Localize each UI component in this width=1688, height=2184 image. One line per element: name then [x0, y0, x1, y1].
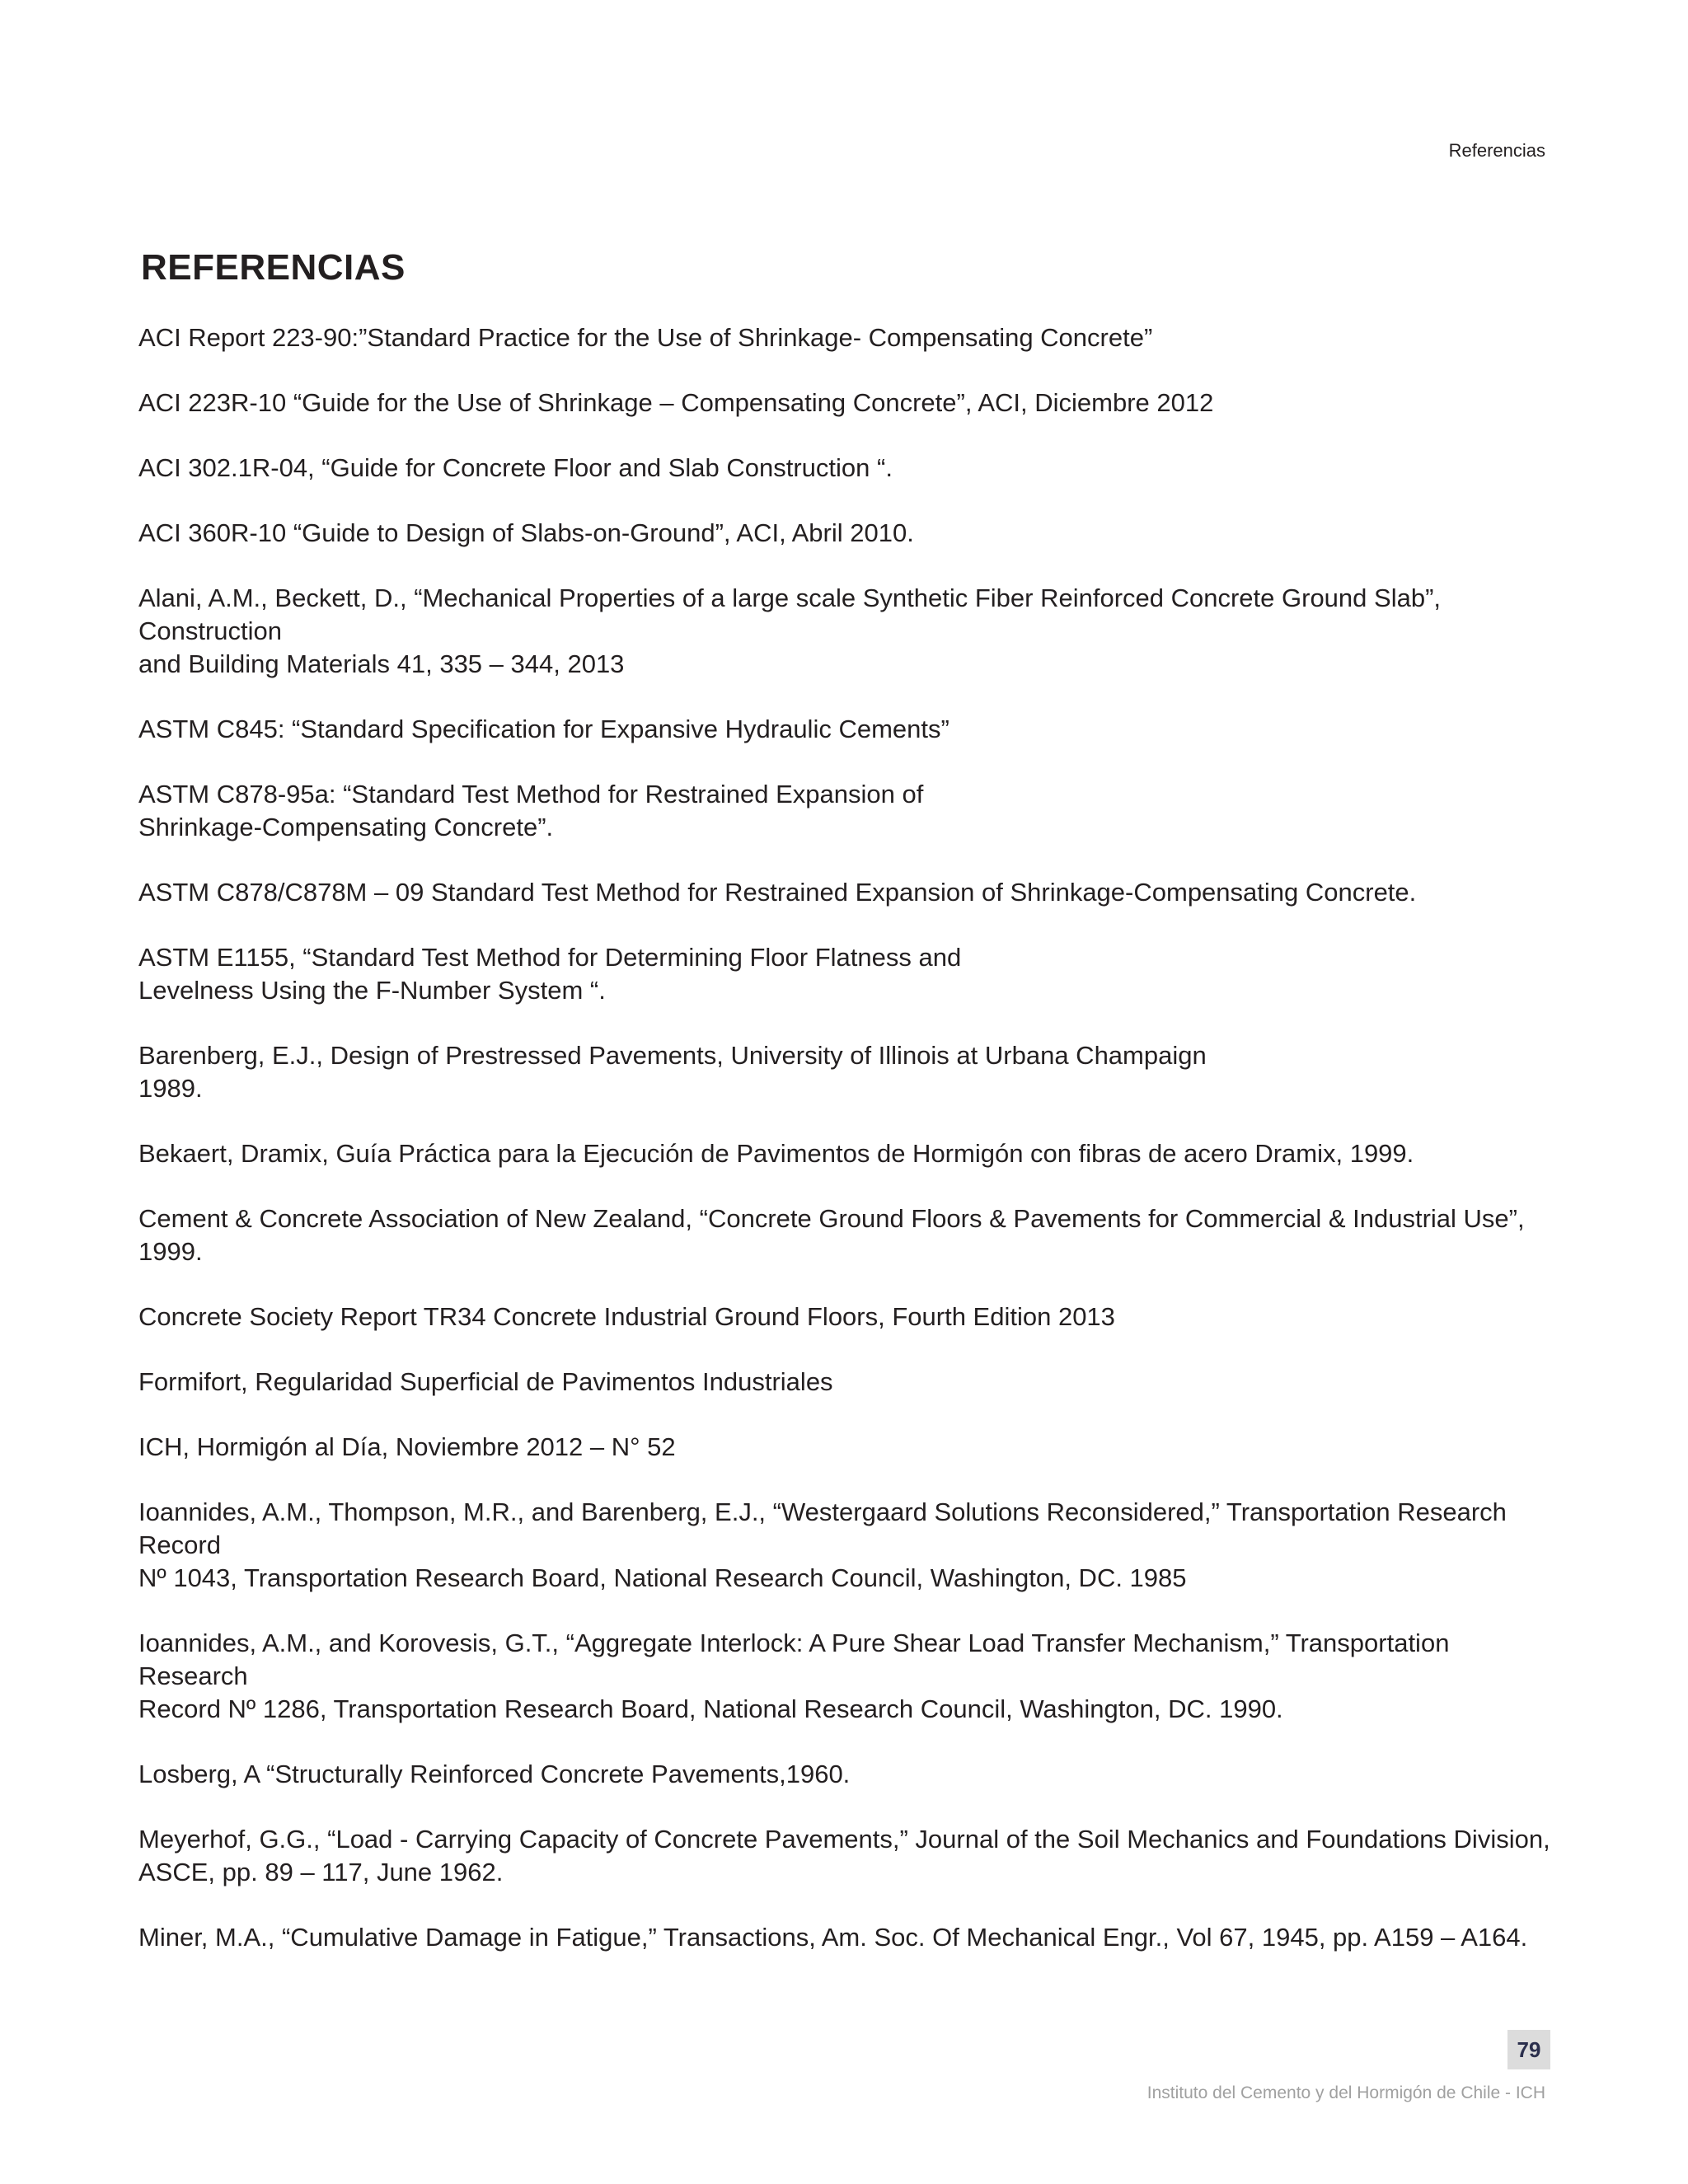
reference-item: Ioannides, A.M., and Korovesis, G.T., “Aggregate Interlock: A Pure Shear Load Transfer Mechanism,” Transportation Research Record Nº 1286, Transportation Research Board, National Research Council, Washington, DC. 1990.	[138, 1629, 1450, 1723]
reference-item: ACI 302.1R-04, “Guide for Concrete Floor and Slab Construction “.	[138, 453, 893, 482]
reference-item: Formifort, Regularidad Superficial de Pavimentos Industriales	[138, 1367, 833, 1396]
reference-item: Barenberg, E.J., Design of Prestressed Pavements, University of Illinois at Urbana Champaign 1989.	[138, 1041, 1207, 1103]
reference-item: ASTM C845: “Standard Specification for Expansive Hydraulic Cements”	[138, 715, 950, 743]
reference-item: Meyerhof, G.G., “Load - Carrying Capacity of Concrete Pavements,” Journal of the Soil Mechanics and Foundations Division, ASCE, pp. 89 – 117, June 1962.	[138, 1825, 1550, 1886]
reference-item: Ioannides, A.M., Thompson, M.R., and Barenberg, E.J., “Westergaard Solutions Reconsidered,” Transportation Research Record Nº 1043, Transportation Research Board, National Research Council, Washington, DC. 1985	[138, 1497, 1507, 1592]
reference-item: Concrete Society Report TR34 Concrete Industrial Ground Floors, Fourth Edition 2013	[138, 1302, 1115, 1331]
reference-item: ACI Report 223-90:”Standard Practice for the Use of Shrinkage- Compensating Concrete”	[138, 323, 1153, 352]
reference-item: ACI 223R-10 “Guide for the Use of Shrinkage – Compensating Concrete”, ACI, Diciembre 2012	[138, 388, 1214, 417]
reference-item: Miner, M.A., “Cumulative Damage in Fatigue,” Transactions, Am. Soc. Of Mechanical Engr., Vol 67, 1945, pp. A159 – A164.	[138, 1923, 1528, 1952]
reference-item: ASTM E1155, “Standard Test Method for Determining Floor Flatness and Levelness Using the F-Number System “.	[138, 943, 962, 1005]
running-header: Referencias	[1448, 140, 1545, 161]
reference-item: ICH, Hormigón al Día, Noviembre 2012 – N° 52	[138, 1432, 676, 1461]
reference-list	[138, 321, 1556, 1986]
reference-item: Losberg, A “Structurally Reinforced Concrete Pavements,1960.	[138, 1760, 851, 1788]
reference-item: Alani, A.M., Beckett, D., “Mechanical Properties of a large scale Synthetic Fiber Reinforced Concrete Ground Slab”, Construction and Building Materials 41, 335 – 344, 2013	[138, 583, 1442, 678]
reference-item: ASTM C878/C878M – 09 Standard Test Method for Restrained Expansion of Shrinkage-Compensating Concrete.	[138, 878, 1417, 907]
reference-item: Cement & Concrete Association of New Zealand, “Concrete Ground Floors & Pavements for Commercial & Industrial Use”, 1999.	[138, 1204, 1525, 1266]
reference-item: ACI 360R-10 “Guide to Design of Slabs-on-Ground”, ACI, Abril 2010.	[138, 518, 914, 547]
footer-publisher: Instituto del Cemento y del Hormigón de Chile - ICH	[1146, 2083, 1545, 2102]
reference-item: ASTM C878-95a: “Standard Test Method for Restrained Expansion of Shrinkage-Compensating Concrete”.	[138, 780, 924, 841]
page-title: REFERENCIAS	[141, 247, 406, 288]
reference-item: Bekaert, Dramix, Guía Práctica para la Ejecución de Pavimentos de Hormigón con fibras de acero Dramix, 1999.	[138, 1139, 1414, 1168]
page-number: 79	[1507, 2030, 1550, 2069]
